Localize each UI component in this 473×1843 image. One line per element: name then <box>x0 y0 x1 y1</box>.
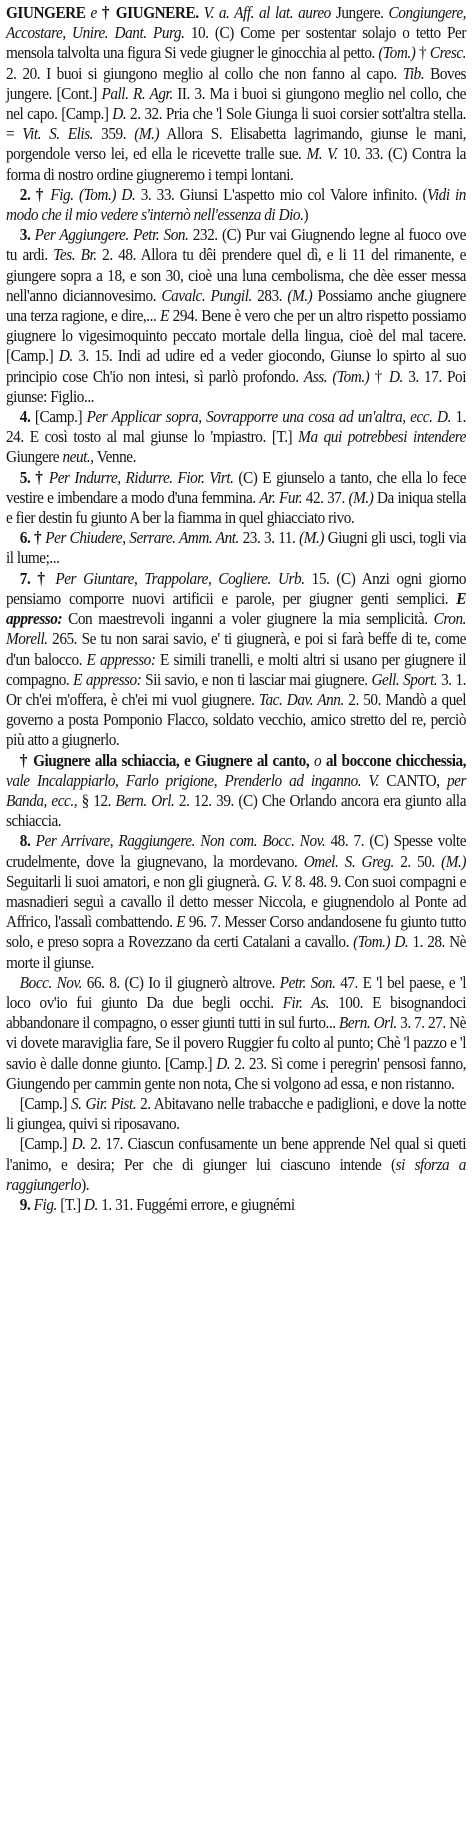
text-segment: 2. 48. Allora tu dêi prendere quel dì, e li 11 del rimanente, e giungere sopra a 18, e son 30, cioè una luna cembolisma, che dèe esser messa nell'anno diciannovesimo. <box>6 245 467 305</box>
text-segment: II. 3. Ma i buoi si giungono meglio nel collo, che nel capo. [Camp.] <box>6 83 466 124</box>
text-segment: 4. <box>19 407 35 427</box>
text-segment: D. <box>216 1053 231 1073</box>
text-segment: E appresso: <box>6 588 466 629</box>
text-segment: Per Aggiungere. Petr. Son. <box>34 225 189 245</box>
text-segment: 66. 8. (C) Io il giugnerò altrove. <box>82 972 280 992</box>
text-segment: ) <box>303 205 309 225</box>
text-segment: V. a. Aff. al lat. aureo <box>198 3 331 22</box>
entry-paragraph <box>6 751 466 832</box>
text-segment: Bern. Orl. <box>339 1013 397 1033</box>
text-segment: Boves jungere. [Cont.] <box>6 63 466 103</box>
text-segment: 1. 28. Nè morte il giunse. <box>6 932 466 972</box>
text-segment: Per Arrivare, Raggiungere. Non com. Bocc. Nov. <box>35 831 326 851</box>
text-segment: 8. 48. 9. Con suoi compagni e masnadieri seguì a cavallo il detto messer Niccola, e giugnendolo al Ponte ad Affrico, l'assalì combattendo. <box>6 871 466 932</box>
text-segment: 2. † <box>19 184 51 204</box>
text-segment: 5. † <box>19 467 49 487</box>
text-segment: 15. (C) Anzi ogni giorno pensiamo comporre nuovi artificii e parole, per giugner genti semplici. <box>6 568 466 608</box>
text-segment: (M.) <box>299 528 324 548</box>
text-segment: 96. 7. Messer Corso andandosene fu giunto tutto solo, e preso sopra a Rovezzano da certi Catalani a cavallo. <box>6 912 467 952</box>
entry-paragraph <box>6 185 466 225</box>
text-segment: Venne. <box>93 447 136 467</box>
text-segment: § 12. <box>77 790 116 810</box>
text-segment: 2. 50. Mandò a quel governo a posta Pomponio Flacco, soldato vecchio, amico stretto del re, perciò più atto a giugnerlo. <box>6 689 467 750</box>
text-segment: Ass. (Tom.) <box>303 366 370 386</box>
text-segment: D. <box>58 346 73 366</box>
text-segment: Per Giuntare, Trappolare, Cogliere. Urb. <box>55 568 305 588</box>
text-segment: 359. <box>93 124 135 144</box>
text-segment: (M.) <box>348 487 374 507</box>
text-segment: 2. 50. <box>393 851 442 871</box>
entry-paragraph <box>6 407 466 468</box>
text-segment: D. <box>388 366 403 386</box>
text-segment: E <box>160 306 169 326</box>
text-segment: Con maestrevoli inganni a voler giugnere la mia semplicità. <box>62 609 434 629</box>
text-segment: Giungere <box>6 447 63 467</box>
text-segment: 48. 7. (C) Spesse volte crudelmente, dove la giugnevano, la mordevano. <box>6 831 467 871</box>
text-segment: 2. 20. I buoi si giungono meglio al collo che non fanno al capo. <box>6 63 403 83</box>
entry-paragraph <box>6 973 466 1094</box>
text-segment: per Banda, ecc., <box>6 770 466 810</box>
text-segment: 2. 17. Ciascun confusamente un bene apprende Nel qual si queti l'animo, e desira; Per che di giunger lui ciascuno intende ( <box>6 1134 466 1174</box>
text-segment: Tib. <box>402 63 425 83</box>
text-segment: Fig. (Tom.) D. <box>50 184 136 204</box>
text-segment: Congiungere, Accostare, Unire. Dant. Purg. <box>6 3 466 43</box>
text-segment: Tes. Br. <box>53 245 97 265</box>
text-segment: (Tom.) <box>378 43 416 63</box>
text-segment: D. <box>71 1134 86 1154</box>
text-segment: 6. † <box>19 528 46 548</box>
text-segment: [T.] <box>56 1194 84 1214</box>
text-segment: 2. 12. 39. (C) Che Orlando ancora era giunto alla schiaccia. <box>6 790 467 831</box>
text-segment: G. V. <box>263 871 292 891</box>
text-segment: (M.) <box>287 285 313 305</box>
text-segment: [Camp.] <box>19 1093 71 1113</box>
text-segment: (M.) <box>441 851 466 871</box>
text-segment: [Camp.] <box>34 407 87 427</box>
text-segment: 2. Abitavano nelle trabacche e padiglioni, e dove la notte li giungea, quivi si riposavano. <box>6 1093 466 1134</box>
text-segment: Per Applicar sopra, Sovrapporre una cosa ad un'altra, ecc. D. <box>86 407 451 427</box>
text-segment: 2. 23. Sì come i peregrin' pensosi fanno, Giungendo per cammin gente non nota, Che si volgono ad essa, e non ristanno. <box>6 1053 466 1093</box>
text-segment: 100. E bisognandoci abbandonare il compagno, o esser giunti tutti in sul furto... <box>6 992 466 1033</box>
text-segment: Bern. Orl. <box>115 790 175 810</box>
text-segment: 10. (C) Come per sostentar solajo o tetto Per mensola talvolta una figura Si vede giugner le ginocchia al petto. <box>6 23 467 63</box>
text-segment: o <box>309 750 326 770</box>
text-segment: S. Gir. Pist. <box>70 1093 137 1113</box>
text-segment: E simili tranelli, e molti altri si usano per giugnere il compagno. <box>6 649 466 689</box>
text-segment: 294. Bene è vero che per un altro rispetto possiamo giugnere lo vigesimoquinto peccato mortale della lingua, cioè del mal tacere. [Camp.] <box>6 306 467 366</box>
entry-paragraph <box>6 831 466 972</box>
text-segment: al boccone chicchessia, <box>325 750 467 770</box>
entry-paragraph <box>6 569 466 751</box>
text-segment: GIUNGERE <box>6 3 86 22</box>
text-segment: ). <box>81 1174 90 1194</box>
text-segment: Tac. Dav. Ann. <box>258 689 344 709</box>
text-segment: M. V. <box>306 144 338 164</box>
entry-paragraph <box>6 1195 466 1215</box>
text-segment: D. <box>83 1194 98 1214</box>
text-segment: Cron. Morell. <box>6 609 466 649</box>
entry-paragraph <box>6 468 466 529</box>
text-segment: (C) E giunselo a tanto, che ella lo fece vestire e imbendare a modo d'una femmina. <box>6 467 466 507</box>
text-segment: Petr. Son. <box>279 972 336 992</box>
text-segment: E appresso: <box>86 649 156 669</box>
text-segment: Seguitarli li suoi amatori, e non gli giugnerà. <box>6 871 264 891</box>
text-segment: Pall. R. Agr. <box>101 83 173 103</box>
text-segment: 9. <box>19 1194 34 1214</box>
entry-paragraph <box>6 1094 466 1134</box>
text-segment: 1. 31. Fuggémi errore, e giugnémi <box>97 1194 295 1214</box>
text-segment: † Giugnere alla schiaccia, e Giugnere al canto, <box>19 750 310 770</box>
text-segment: Possiamo anche giugnere una terza ragione, e dire,... <box>6 285 466 326</box>
text-segment: si sforza a raggiungerlo <box>6 1154 466 1194</box>
text-segment: Gell. Sport. <box>371 669 438 689</box>
text-segment: 47. E 'l bel paese, e 'l loco ov'io fui giunto Da due begli occhi. <box>6 972 466 1012</box>
text-segment: Cavalc. Pungil. <box>161 285 252 305</box>
text-segment: e <box>85 3 102 22</box>
text-segment: Vidi in modo che il mio vedere s'internò nell'essenza di Dio. <box>6 184 466 225</box>
text-segment: Fir. As. <box>282 992 330 1012</box>
text-segment: Ar. Fur. <box>259 487 303 507</box>
text-segment: † GIUGNERE. <box>101 3 199 22</box>
entry-paragraph <box>6 1134 466 1195</box>
text-segment: E appresso: <box>73 669 142 689</box>
text-segment: 23. 3. 11. <box>238 528 300 548</box>
text-segment: (M.) <box>134 124 160 144</box>
text-segment: 3. 33. Giunsi L'aspetto mio col Valore infinito. ( <box>135 184 428 204</box>
text-segment: Bocc. Nov. <box>19 972 83 992</box>
entry-paragraph <box>6 528 466 568</box>
text-segment: Per Indurre, Ridurre. Fior. Virt. <box>48 467 234 487</box>
text-segment: 283. <box>251 285 288 305</box>
text-segment: D. <box>112 104 127 124</box>
entry-paragraph <box>6 225 466 407</box>
text-segment: 7. † <box>19 568 56 588</box>
text-segment: Per Chiudere, Serrare. Amm. Ant. <box>45 528 239 548</box>
text-segment: † <box>415 43 430 63</box>
text-segment: Cresc. <box>429 43 466 63</box>
text-segment: E <box>176 912 186 932</box>
text-segment: 3. <box>19 225 35 245</box>
text-segment: 232. (C) Pur vai Giugnendo legne al fuoco ove tu ardi. <box>6 225 467 265</box>
text-segment: neut., <box>62 447 94 467</box>
text-segment: 42. 37. <box>302 487 349 507</box>
text-segment: Fig. <box>33 1194 57 1214</box>
text-segment: 3. 1. Or ch'ei m'offera, è ch'ei mi vuol giugnere. <box>6 669 467 709</box>
text-segment: 10. 33. (C) Contra la forma di nostro ordine giugneremo i tempi lontani. <box>6 144 466 184</box>
text-segment: Ma qui potrebbesi intendere <box>298 427 466 447</box>
text-segment: (Tom.) D. <box>353 932 409 952</box>
text-segment: 3. 15. Indi ad udire ed a veder giocondo, Giunse lo spirto al suo principio cose Ch'io non intesi, sì parlò profondo. <box>6 346 466 386</box>
text-segment: Omel. S. Greg. <box>303 851 394 871</box>
text-segment: Sii savio, e non ti lasciar mai giugnere. <box>141 669 372 689</box>
text-segment: Giugni gli usci, togli via il lume;... <box>6 528 466 568</box>
text-segment: vale Incalappiarlo, Farlo prigione, Prenderlo ad inganno. V. <box>6 770 379 790</box>
text-segment: † <box>369 366 389 386</box>
text-segment: Jungere. <box>330 3 389 22</box>
text-segment: Vit. S. Elis. <box>22 124 94 144</box>
text-segment: 2. 32. Pria che 'l Sole Giunga li suoi corsier sott'altra stella. = <box>6 104 466 144</box>
text-segment: 3. 17. Poi giunse: Figlio... <box>6 366 466 406</box>
text-segment: 8. <box>19 831 36 851</box>
text-segment: CANTO, <box>378 770 448 790</box>
text-segment: 265. Se tu non sarai savio, e' ti giugnerà, e poi si farà beffe di te, come d'un balocco. <box>6 629 466 669</box>
text-segment: 1. 24. E così tosto al mal giunse lo 'mpiastro. [T.] <box>6 407 466 447</box>
text-segment: [Camp.] <box>19 1134 72 1154</box>
text-segment: 3. 7. 27. Nè vi dovete maraviglia fare, Se il povero Ruggier fu colto al punto; Chè 'l pazzo e 'l savio è dalle donne giunto. [Camp.] <box>6 1013 466 1073</box>
entry-paragraph <box>6 3 466 185</box>
text-segment: Allora S. Elisabetta lagrimando, giunse le mani, porgendole verso lei, ed ella le ricevette tralle sue. <box>6 124 466 164</box>
text-segment: Da iniqua stella e fier destin fu giunto A ber la fiamma in quel ghiacciato rivo. <box>6 487 467 528</box>
